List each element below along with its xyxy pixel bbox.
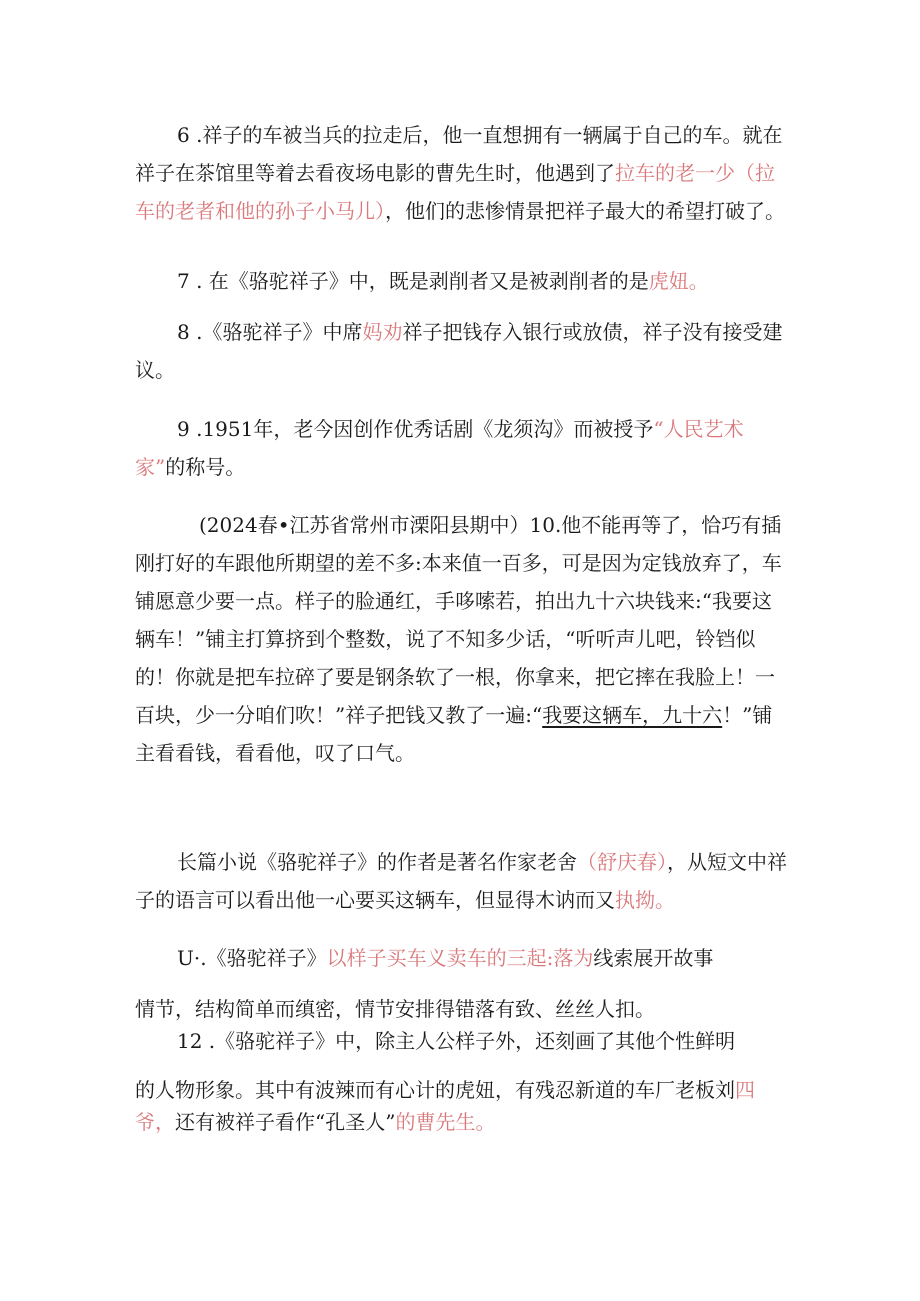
q10-answer-text-a: 长篇小说《骆驼祥子》的作者是著名作家老舍 bbox=[177, 850, 577, 874]
q12-answer-b: 的曹先生。 bbox=[395, 1110, 496, 1134]
question-12-line-2 bbox=[135, 1074, 790, 1138]
q12-text-c: 还有被祥子看作“孔圣人” bbox=[175, 1110, 396, 1134]
q10-answer-text-b: ，从短文中祥子的语言可以看出他一心要买这辆车，但显得木讷而又 bbox=[135, 850, 787, 912]
question-9 bbox=[135, 410, 790, 486]
q10-text-b: ！”铺主看看钱，看看他，叹了口气。 bbox=[135, 703, 773, 765]
q11-text-c: 情节，结构简单而缜密，情节安排得错落有致、丝丝人扣。 bbox=[135, 997, 655, 1021]
q11-answer: 以样子买车义卖车的三起:落为 bbox=[326, 946, 594, 970]
question-10-answer bbox=[135, 843, 790, 919]
question-12-line-1 bbox=[135, 1022, 790, 1060]
q9-text-a: 9 .1951年，老今因创作优秀话剧《龙须沟》而被授予 bbox=[177, 417, 654, 441]
q10-answer-a: （舒庆春） bbox=[577, 850, 667, 874]
question-8 bbox=[135, 313, 790, 389]
q6-text-b: ，他们的悲惨情景把祥子最大的希望打破了。 bbox=[385, 199, 785, 223]
q7-text-a: 7 . 在《骆驼祥子》中，既是剥削者又是被剥削者的是 bbox=[177, 269, 649, 293]
q9-answer: “人民艺术家” bbox=[135, 417, 744, 479]
q7-answer: 虎妞。 bbox=[648, 269, 709, 293]
q11-text-a: U·.《骆驼祥子》 bbox=[177, 946, 327, 970]
q10-underlined-phrase: 我要这辆车，九十六 bbox=[542, 703, 723, 727]
q12-answer-a: 四爷， bbox=[135, 1078, 755, 1134]
q6-answer: 拉车的老一少（拉车的老者和他的孙子小马儿） bbox=[135, 161, 775, 223]
q12-text-a: 12 .《骆驼祥子》中，除主人公样子外，还刻画了其他个性鲜明 bbox=[177, 1029, 736, 1053]
q9-text-b: 的称号。 bbox=[165, 455, 246, 479]
question-7 bbox=[135, 262, 790, 300]
q8-text-b: 祥子把钱存入银行或放债，祥子没有接受建议。 bbox=[135, 320, 783, 382]
question-11-line-1 bbox=[135, 939, 790, 977]
q11-text-b: 线索展开故事 bbox=[593, 946, 714, 970]
q8-answer: 妈劝 bbox=[362, 320, 403, 344]
q10-answer-b: 执拗。 bbox=[615, 888, 675, 912]
q8-text-a: 8 .《骆驼祥子》中席 bbox=[177, 320, 363, 344]
question-6 bbox=[135, 116, 790, 230]
q12-text-b: 的人物形象。其中有波辣而有心计的虎妞，有残忍新道的车厂老板刘 bbox=[135, 1078, 735, 1102]
q6-text-a: 6 .祥子的车被当兵的拉走后，他一直想拥有一辆属于自己的车。就在祥子在茶馆里等着去看夜场电影的曹先生时，他遇到了 bbox=[135, 123, 783, 185]
q10-text-a: (2024春•江苏省常州市溧阳县期中）10.他不能再等了，恰巧有插刚打好的车跟他所期望的差不多:本来值一百多，可是因为定钱放弃了，车铺愿意少要一点。样子的脸通红，手哆嗦若，拍出九十六块钱来:“我要这辆车！”铺主打算挤到个整数，说了不知多少话，“听听声儿吧，铃铛似的！你就是把车拉碎了要是钢条软了一根，你拿来，把它摔在我脸上！一百块，少一分咱们吹！”祥子把钱又教了一遍:“ bbox=[135, 513, 782, 727]
question-10-passage bbox=[135, 506, 790, 772]
